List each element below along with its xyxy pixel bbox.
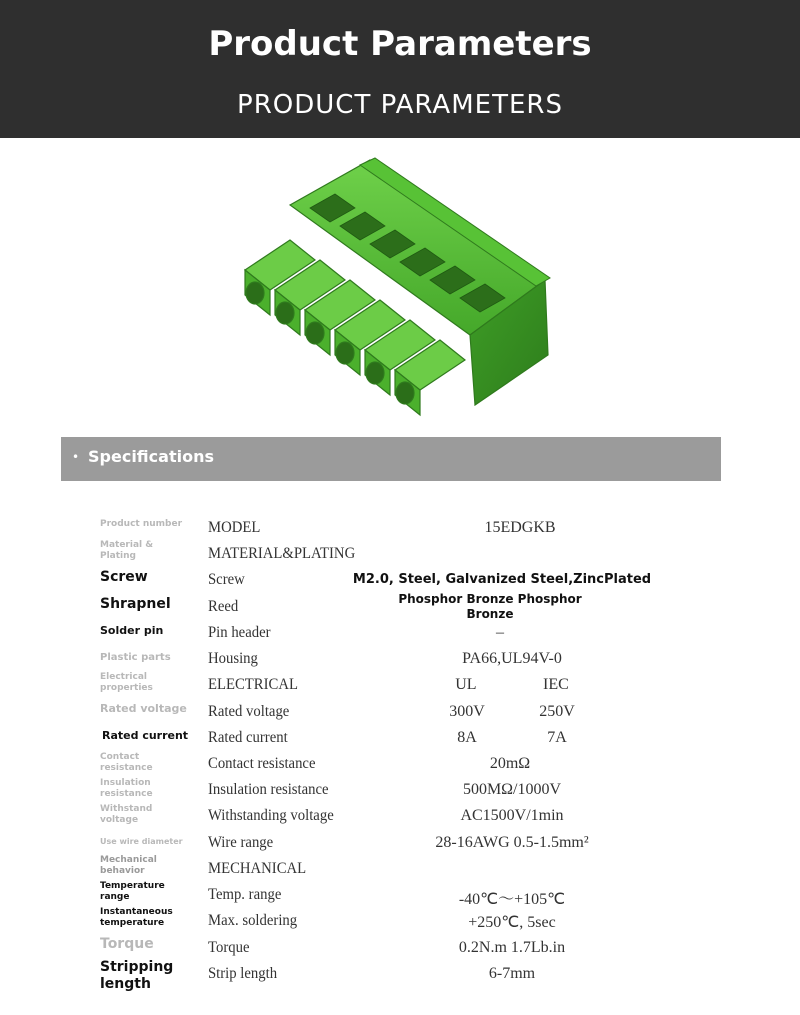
spec-key: Temp. range — [208, 886, 282, 903]
spec-label: Rated voltage — [100, 702, 187, 715]
spec-value: 0.2N.m 1.7Lb.in — [458, 939, 566, 956]
spec-value: Phosphor Bronze Phosphor Bronze — [398, 592, 582, 621]
page-title: Product Parameters — [208, 24, 592, 64]
page-header — [0, 0, 800, 138]
spec-key: MECHANICAL — [208, 860, 307, 877]
spec-key: MATERIAL&PLATING — [208, 545, 356, 562]
page-subtitle: PRODUCT PARAMETERS — [237, 90, 563, 120]
spec-value: 28-16AWG 0.5-1.5mm² — [435, 834, 589, 851]
spec-key: Reed — [208, 598, 239, 615]
spec-key: MODEL — [208, 519, 261, 536]
spec-key: Rated voltage — [208, 703, 290, 720]
spec-row-wire-range — [0, 831, 800, 857]
bullet-icon: • — [72, 450, 80, 464]
spec-key: Withstanding voltage — [208, 807, 334, 824]
spec-label: Use wire diameter — [100, 837, 183, 846]
spec-row-temp-range — [0, 883, 800, 909]
spec-label: Product number — [100, 519, 183, 529]
spec-row-max-soldering — [0, 909, 800, 935]
spec-row-electrical — [0, 673, 800, 699]
spec-key: Screw — [208, 571, 245, 588]
spec-value-iec: 250V — [539, 703, 575, 720]
spec-label: Mechanical behavior — [100, 855, 157, 876]
spec-value-iec: IEC — [542, 676, 569, 693]
spec-value: +250℃, 5sec — [468, 914, 556, 931]
spec-label: Temperature range — [100, 881, 165, 902]
spec-value-ul: 300V — [449, 703, 485, 720]
product-image — [230, 150, 560, 425]
spec-row-withstand-voltage — [0, 804, 800, 830]
spec-key: ELECTRICAL — [208, 676, 298, 693]
spec-value-ul: UL — [455, 676, 477, 693]
spec-label: Contact resistance — [100, 752, 153, 773]
spec-row-material — [0, 542, 800, 568]
spec-row-insulation-resistance — [0, 778, 800, 804]
spec-label: Insulation resistance — [100, 778, 153, 799]
spec-label: Rated current — [102, 729, 189, 742]
spec-key: Housing — [208, 650, 258, 667]
spec-value — [392, 676, 632, 694]
spec-value: M2.0, Steel, Galvanized Steel,ZincPlated — [352, 572, 652, 587]
spec-row-plastic — [0, 647, 800, 673]
spec-key: Contact resistance — [208, 755, 316, 772]
spec-row-model — [0, 516, 800, 542]
spec-value: -40℃～+105℃ — [458, 891, 566, 908]
spec-row-rated-current — [0, 726, 800, 752]
spec-label: Solder pin — [100, 624, 164, 637]
spec-value-ul: 8A — [457, 729, 477, 746]
spec-value-iec: 7A — [547, 729, 567, 746]
spec-label: Shrapnel — [100, 596, 171, 612]
specifications-header — [61, 437, 721, 481]
spec-value: AC1500V/1min — [460, 807, 564, 824]
spec-row-contact-resistance — [0, 752, 800, 778]
spec-key: Strip length — [208, 965, 278, 982]
spec-label: Withstand voltage — [100, 804, 153, 825]
spec-label: Plastic parts — [100, 652, 171, 663]
spec-value — [392, 703, 632, 721]
spec-value — [392, 729, 632, 747]
spec-label: Material & Plating — [100, 540, 154, 561]
spec-value: 15EDGKB — [484, 519, 556, 536]
specifications-label: Specifications — [88, 447, 214, 466]
spec-row-screw — [0, 568, 800, 594]
spec-label: Screw — [100, 569, 148, 585]
spec-key: Torque — [208, 939, 250, 956]
spec-key: Rated current — [208, 729, 288, 746]
spec-key: Max. soldering — [208, 912, 298, 929]
spec-value: – — [496, 624, 504, 641]
spec-label: Electrical properties — [100, 672, 153, 693]
spec-value: 6-7mm — [488, 965, 536, 982]
spec-row-mechanical — [0, 857, 800, 883]
spec-row-shrapnel — [0, 592, 800, 621]
spec-label: Instantaneous temperature — [100, 907, 173, 928]
spec-value: 20mΩ — [489, 755, 531, 772]
spec-row-strip-length — [0, 959, 800, 998]
spec-key: Pin header — [208, 624, 271, 641]
spec-label: Torque — [100, 936, 154, 952]
spec-value: 500MΩ/1000V — [462, 781, 562, 798]
spec-key: Wire range — [208, 834, 274, 851]
spec-row-rated-voltage — [0, 700, 800, 726]
spec-key: Insulation resistance — [208, 781, 329, 798]
spec-label: Stripping length — [100, 959, 174, 992]
spec-row-solder-pin — [0, 621, 800, 647]
spec-value: PA66,UL94V-0 — [462, 650, 562, 667]
